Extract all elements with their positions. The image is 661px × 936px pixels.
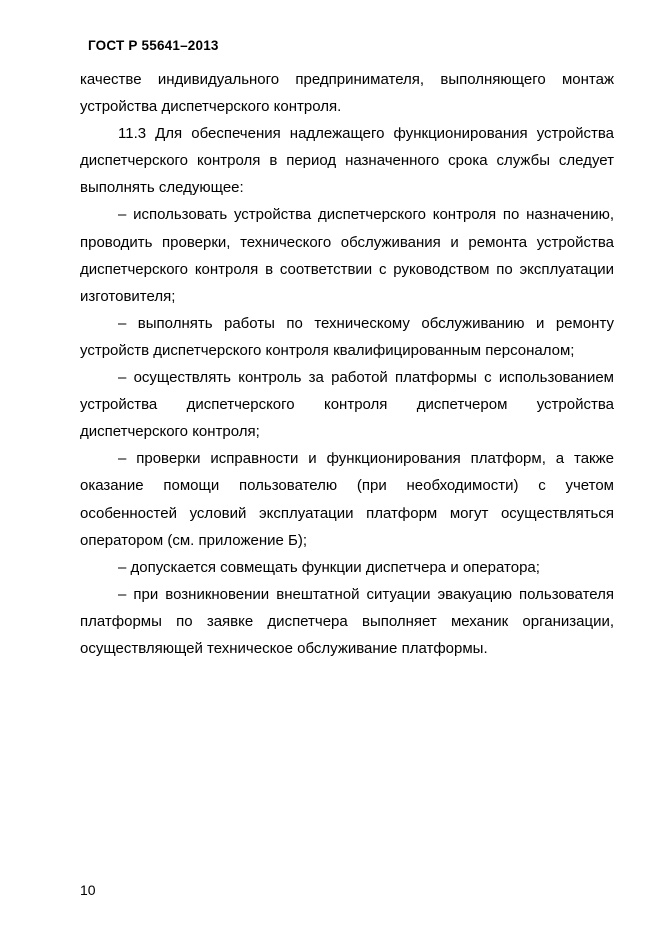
list-item-platform-control: – осуществлять контроль за работой платформы с использованием устройства диспетчерского контроля диспетчером устройства диспетчерского контроля; bbox=[80, 369, 614, 441]
list-item-maintenance-work: – выполнять работы по техническому обслуживанию и ремонту устройств диспетчерского контроля квалифицированным персоналом; bbox=[80, 314, 614, 359]
page-number: 10 bbox=[80, 882, 96, 898]
paragraph-continuation: качестве индивидуального предпринимателя, выполняющего монтаж устройства диспетчерского контроля. bbox=[80, 71, 614, 116]
list-item-combine-functions: – допускается совмещать функции диспетчера и оператора; bbox=[118, 558, 540, 576]
list-item-use-device: – использовать устройства диспетчерского контроля по назначению, проводить проверки, технического обслуживания и ремонта устройства диспетчерского контроля в соответствии с руководством по эксплуатации изготовителя; bbox=[80, 206, 614, 305]
document-header: ГОСТ Р 55641–2013 bbox=[88, 38, 219, 53]
list-item-checks-by-operator: – проверки исправности и функционирования платформ, а также оказание помощи пользователю (при необходимости) с учетом особенностей условий эксплуатации платформ могут осуществляться оператором (см. приложение Б); bbox=[80, 450, 614, 549]
list-item-emergency-evacuation: – при возникновении внештатной ситуации эвакуацию пользователя платформы по заявке диспетчера выполняет механик организации, осуществляющей техническое обслуживание платформы. bbox=[80, 585, 614, 657]
paragraph-11-3: 11.3 Для обеспечения надлежащего функционирования устройства диспетчерского контроля в период назначенного срока службы следует выполнять следующее: bbox=[80, 125, 614, 197]
document-body bbox=[80, 66, 614, 662]
